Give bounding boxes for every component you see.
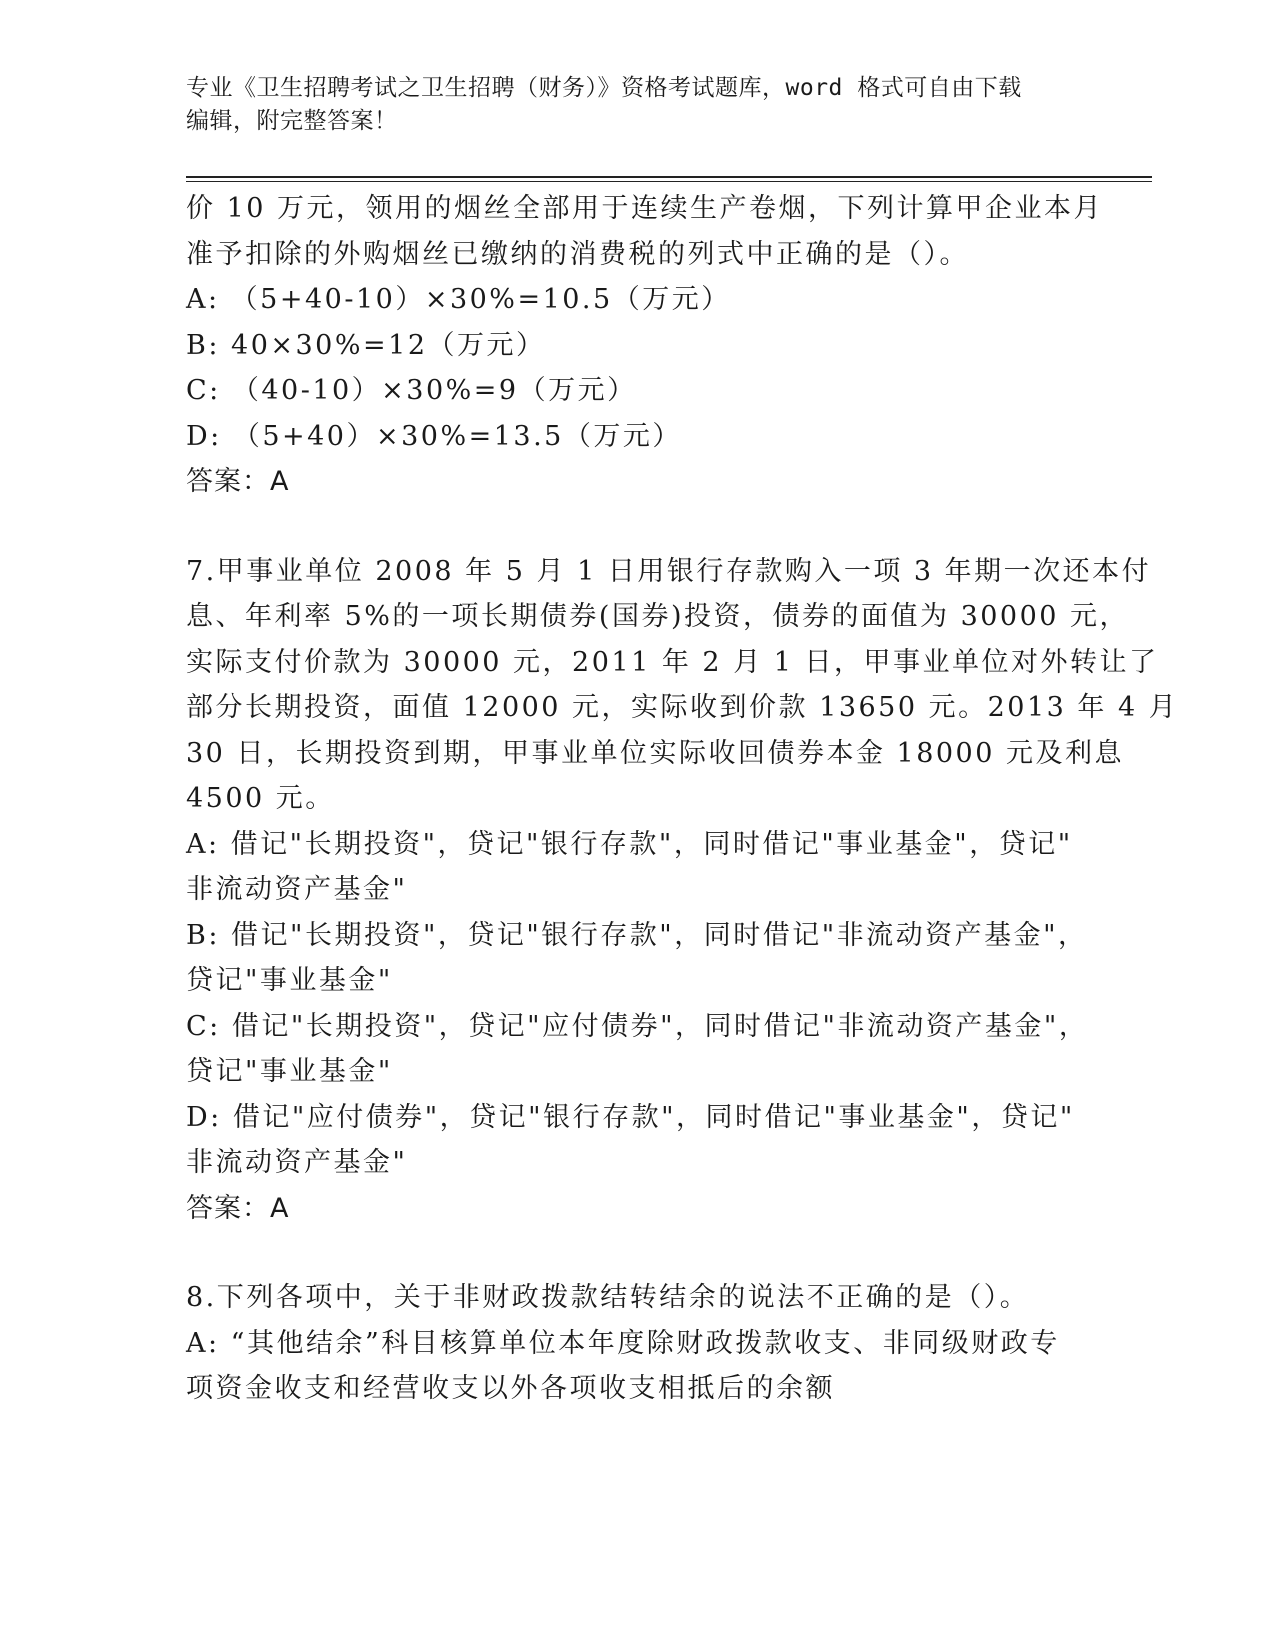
question-stem-line: 息、年利率 5%的一项长期债券(国券)投资，债券的面值为 30000 元，: [186, 601, 1130, 632]
spacer: [186, 505, 1106, 549]
question-stem-line: 部分长期投资，面值 12000 元，实际收到价款 13650 元。2013 年 4 月: [186, 692, 1179, 723]
question-stem-line: 实际支付价款为 30000 元，2011 年 2 月 1 日，甲事业单位对外转让了: [186, 646, 1159, 678]
option-c-continuation: 贷记"事业基金": [186, 1056, 393, 1087]
spacer: [186, 1231, 1106, 1275]
question-6: [186, 186, 1106, 505]
option-c: C: （40-10）×30%=9（万元）: [186, 375, 637, 406]
question-stem-line: 8.下列各项中，关于非财政拨款结转结余的说法不正确的是（）。: [186, 1282, 1030, 1313]
option-b: B: 借记"长期投资"，贷记"银行存款"，同时借记"非流动资产基金"，: [186, 919, 1088, 951]
header-line-1: 专业《卫生招聘考试之卫生招聘（财务）》资格考试题库，word 格式可自由下载: [186, 75, 1022, 101]
option-d: D: （5+40）×30%=13.5（万元）: [186, 420, 682, 452]
header-line-2: 编辑，附完整答案！: [186, 108, 398, 134]
document-header: [186, 72, 1086, 138]
option-d-continuation: 非流动资产基金": [186, 1147, 408, 1178]
option-c: C: 借记"长期投资"，贷记"应付债券"，同时借记"非流动资产基金"，: [186, 1010, 1089, 1042]
option-b: B: 40×30%=12（万元）: [186, 329, 546, 361]
answer-label: 答案：A: [186, 466, 290, 497]
option-a-continuation: 项资金收支和经营收支以外各项收支相抵后的余额: [186, 1373, 835, 1404]
option-a: A: “其他结余”科目核算单位本年度除财政拨款收支、非同级财政专: [186, 1327, 1060, 1359]
question-stem-line: 价 10 万元，领用的烟丝全部用于连续生产卷烟，下列计算甲企业本月: [186, 193, 1104, 224]
question-stem-line: 30 日，长期投资到期，甲事业单位实际收回债券本金 18000 元及利息: [186, 737, 1124, 769]
question-8: [186, 1275, 1106, 1412]
option-d: D: 借记"应付债券"，贷记"银行存款"，同时借记"事业基金"，贷记": [186, 1101, 1075, 1133]
question-stem-line: 准予扣除的外购烟丝已缴纳的消费税的列式中正确的是（）。: [186, 238, 969, 270]
option-b-continuation: 贷记"事业基金": [186, 965, 393, 996]
answer-label: 答案：A: [186, 1192, 290, 1224]
question-content: [186, 186, 1179, 1412]
option-a-continuation: 非流动资产基金": [186, 874, 408, 905]
header-divider-thin: [186, 181, 1152, 182]
question-7: [186, 549, 1179, 1232]
question-stem-line: 4500 元。: [186, 783, 335, 814]
option-a: A: （5+40-10）×30%=10.5（万元）: [186, 284, 731, 315]
question-stem-line: 7.甲事业单位 2008 年 5 月 1 日用银行存款购入一项 3 年期一次还本付: [186, 555, 1152, 587]
option-a: A: 借记"长期投资"，贷记"银行存款"，同时借记"事业基金"，贷记": [186, 828, 1073, 860]
header-divider-thick: [186, 176, 1152, 178]
